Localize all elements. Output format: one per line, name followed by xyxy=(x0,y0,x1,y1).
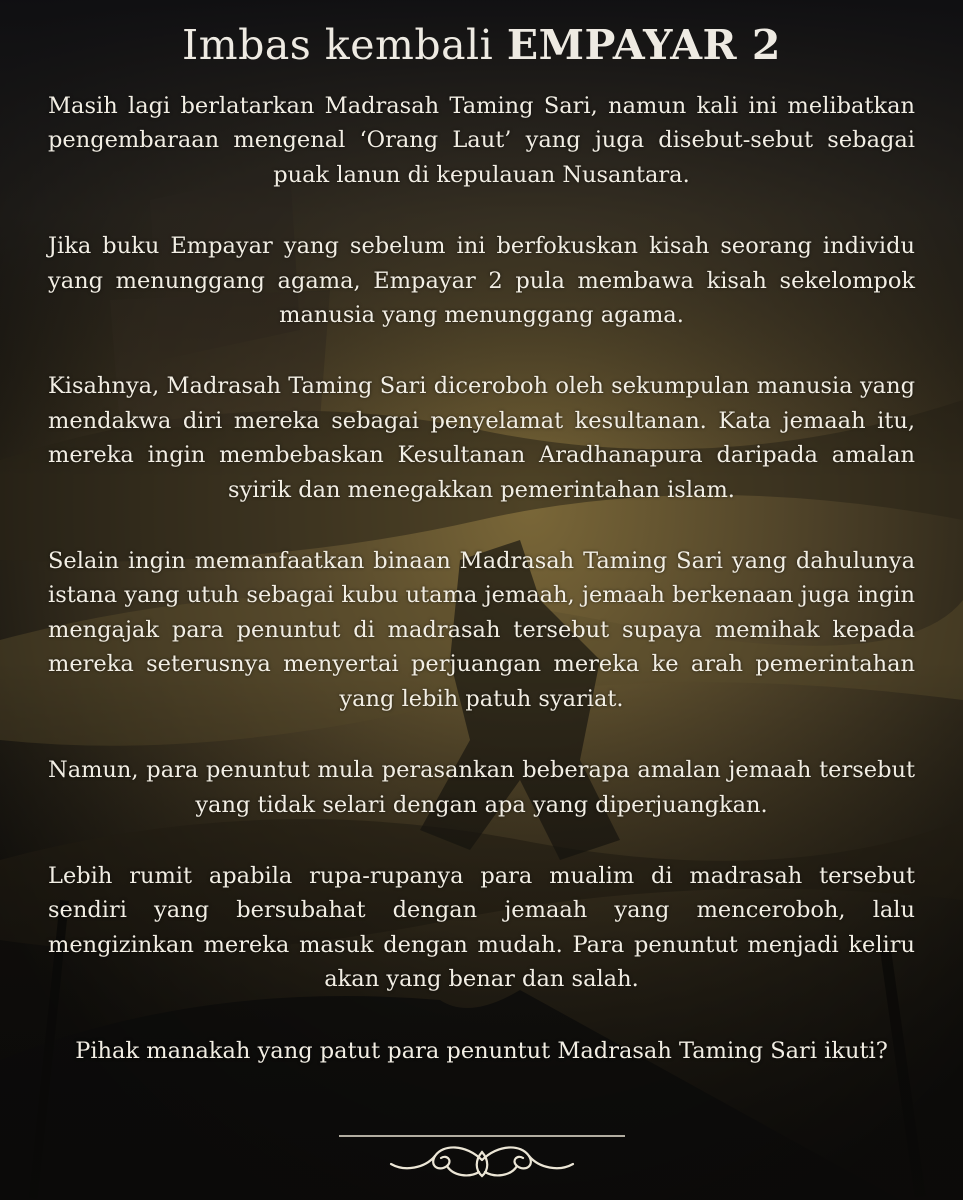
paragraph-7: Pihak manakah yang patut para penuntut Madrasah Taming Sari ikuti? xyxy=(75,1037,888,1064)
paragraph-2: Jika buku Empayar yang sebelum ini berfokuskan kisah seorang individu yang menunggang agama, Empayar 2 pula membawa kisah sekelompok manusia yang menunggang agama. xyxy=(48,233,915,329)
paragraph-3: Kisahnya, Madrasah Taming Sari diceroboh oleh sekumpulan manusia yang mendakwa diri mereka sebagai penyelamat kesultanan. Kata jemaah itu, mereka ingin membebaskan Kesultanan Aradhanapura daripada amalan syirik dan menegakkan pemerintahan islam. xyxy=(48,373,915,503)
paragraph-6: Lebih rumit apabila rupa-rupanya para mualim di madrasah tersebut sendiri yang bersubahat dengan jemaah yang menceroboh, lalu mengizinkan mereka masuk dengan mudah. Para penuntut menjadi keliru akan yang benar dan salah. xyxy=(48,862,915,993)
page-title xyxy=(0,18,963,72)
paragraph-4: Selain ingin memanfaatkan binaan Madrasah Taming Sari yang dahulunya istana yang utuh sebagai kubu utama jemaah, jemaah berkenaan juga ingin mengajak para penuntut di madrasah tersebut supaya memihak kepada mereka seterusnya menyertai perjuangan mereka ke arah pemerintahan yang lebih patuh syariat. xyxy=(48,548,915,712)
ornament-divider-icon xyxy=(335,1130,629,1186)
title-bold: EMPAYAR 2 xyxy=(506,21,781,69)
paragraph-1: Masih lagi berlatarkan Madrasah Taming Sari, namun kali ini melibatkan pengembaraan mengenal ‘Orang Laut’ yang juga disebut-sebut sebagai puak lanun di kepulauan Nusantara. xyxy=(48,93,915,188)
paragraph-5: Namun, para penuntut mula perasankan beberapa amalan jemaah tersebut yang tidak selari dengan apa yang diperjuangkan. xyxy=(48,757,915,818)
synopsis-body xyxy=(48,89,915,1105)
title-regular: Imbas kembali xyxy=(182,21,494,69)
